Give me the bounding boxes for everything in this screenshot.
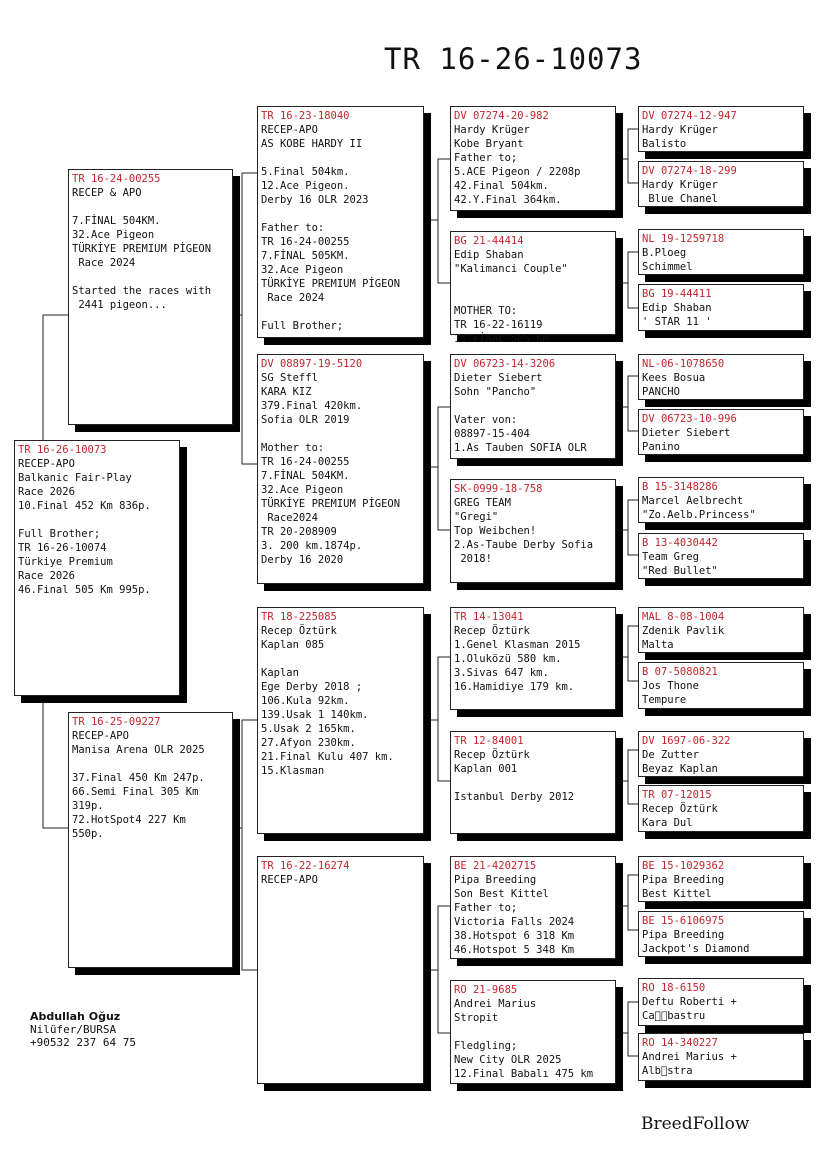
pigeon-details: SG Steffl KARA KIZ 379.Final 420km. Sofia OLR 2019 Mother to: TR 16-24-00255 7.FİNAL 504KM. 32.Ace Pigeon TÜRKİYE PREMIUM PİGEON Race2024 TR 20-208909 3. 200 km.1874p. Derby 16 2020 <box>261 372 401 566</box>
pedigree-card-dam-dam-dam <box>450 980 616 1084</box>
pigeon-details: RECEP-APO AS KOBE HARDY II 5.Final 504km. 12.Ace Pigeon. Derby 16 OLR 2023 Father to: TR 16-24-00255 7.FİNAL 505KM. 32.Ace Pigeon TÜRKİYE PREMIUM PİGEON Race 2024 Full Brother; <box>261 124 401 332</box>
pigeon-details: Recep Öztürk Kara Dul <box>642 803 718 829</box>
pedigree-card-sire-dam <box>257 354 424 584</box>
ring-number: BE 15-1029362 <box>642 860 725 872</box>
pedigree-card-subject <box>14 440 180 696</box>
ring-number: TR 07-12015 <box>642 789 712 801</box>
pigeon-details: Kees Bosua PANCHO <box>642 372 706 398</box>
ring-number: BE 21-4202715 <box>454 860 537 872</box>
ring-number: RO 18-6150 <box>642 982 706 994</box>
pedigree-card-g4-13 <box>638 856 804 902</box>
pigeon-details: Jos Thone Tempure <box>642 680 699 706</box>
pigeon-details: Edip Shaban ' STAR 11 ' <box>642 302 712 328</box>
pedigree-card-dam-sire <box>257 607 424 834</box>
pedigree-card-g4-8 <box>638 533 804 579</box>
pedigree-card-sire-dam-sire <box>450 354 616 459</box>
ring-number: SK-0999-18-758 <box>454 483 543 495</box>
pedigree-card-sire-sire-sire <box>450 106 616 211</box>
pedigree-card-dam-sire-dam <box>450 731 616 834</box>
ring-number: NL 19-1259718 <box>642 233 725 245</box>
pigeon-details: B.Ploeg Schimmel <box>642 247 693 273</box>
pigeon-details: Hardy Krüger Kobe Bryant Father to; 5.ACE Pigeon / 2208p 42.Final 504km. 42.Y.Final 364km. <box>454 124 581 206</box>
ring-number: TR 16-26-10073 <box>18 444 107 456</box>
pedigree-card-g4-5 <box>638 354 804 400</box>
ring-number: DV 07274-20-982 <box>454 110 549 122</box>
pedigree-card-sire-sire <box>257 106 424 338</box>
ring-number: B 07-5080821 <box>642 666 718 678</box>
ring-number: TR 16-23-18040 <box>261 110 350 122</box>
pedigree-card-g4-16 <box>638 1033 804 1081</box>
ring-number: MAL 8-08-1004 <box>642 611 725 623</box>
pedigree-card-g4-4 <box>638 284 804 331</box>
pigeon-details: Recep Öztürk 1.Genel Klasman 2015 1.Oluközü 580 km. 3.Sivas 647 km. 16.Hamidiye 179 km. <box>454 625 581 693</box>
breeder-city: Nilüfer/BURSA <box>30 1023 117 1036</box>
pedigree-card-g4-10 <box>638 662 804 709</box>
pedigree-card-g4-7 <box>638 477 804 523</box>
pedigree-card-g4-12 <box>638 785 804 832</box>
brand-logo-text: BreedFollow <box>641 1114 750 1134</box>
pigeon-details: Andrei Marius Stropit Fledgling; New City OLR 2025 12.Final Babalı 475 km <box>454 998 594 1080</box>
ring-number: DV 1697-06-322 <box>642 735 731 747</box>
pigeon-details: Team Greg "Red Bullet" <box>642 551 718 577</box>
pedigree-title: TR 16-26-10073 <box>384 42 643 76</box>
ring-number: TR 18-225085 <box>261 611 337 623</box>
pedigree-card-g4-11 <box>638 731 804 777</box>
pigeon-details: Dieter Siebert Panino <box>642 427 731 453</box>
ring-number: TR 14-13041 <box>454 611 524 623</box>
pedigree-card-g4-3 <box>638 229 804 275</box>
pedigree-card-g4-14 <box>638 911 804 957</box>
pedigree-card-sire-sire-dam <box>450 231 616 345</box>
pigeon-details: RECEP-APO Manisa Arena OLR 2025 37.Final 450 Km 247p. 66.Semi Final 305 Km 319p. 72.HotSpot4 227 Km 550p. <box>72 730 205 840</box>
ring-number: TR 16-24-00255 <box>72 173 161 185</box>
ring-number: BG 19-44411 <box>642 288 712 300</box>
breeder-name: Abdullah Oğuz <box>30 1010 121 1023</box>
pigeon-details: Andrei Marius + Alb stra <box>642 1051 737 1077</box>
pigeon-details: Pipa Breeding Jackpot's Diamond <box>642 929 750 955</box>
ring-number: DV 07274-12-947 <box>642 110 737 122</box>
pigeon-details: Recep Öztürk Kaplan 085 Kaplan Ege Derby 2018 ; 106.Kula 92km. 139.Usak 1 140km. 5.Usak 2 165km. 27.Afyon 230km. 21.Final Kulu 407 km. 15.Klasman <box>261 625 394 777</box>
pigeon-details: RECEP-APO Balkanic Fair-Play Race 2026 10.Final 452 Km 836p. Full Brother; TR 16-26-10074 Türkiye Premium Race 2026 46.Final 505 Km 995p. <box>18 458 151 596</box>
pigeon-details: De Zutter Beyaz Kaplan <box>642 749 718 775</box>
ring-number: DV 08897-19-5120 <box>261 358 363 370</box>
ring-number: DV 06723-10-996 <box>642 413 737 425</box>
pedigree-card-dam <box>68 712 233 968</box>
ring-number: TR 16-25-09227 <box>72 716 161 728</box>
pigeon-details: Edip Shaban "Kalimanci Couple" MOTHER TO: TR 16-22-16119 11.FİNAL 505 KM <box>454 249 568 345</box>
pigeon-details: Hardy Krüger Blue Chanel <box>642 179 718 205</box>
ring-number: RO 21-9685 <box>454 984 518 996</box>
ring-number: DV 07274-18-299 <box>642 165 737 177</box>
breeder-phone: +90532 237 64 75 <box>30 1036 136 1049</box>
ring-number: TR 16-22-16274 <box>261 860 350 872</box>
ring-number: RO 14-340227 <box>642 1037 718 1049</box>
pigeon-details: Pipa Breeding Best Kittel <box>642 874 725 900</box>
pigeon-details: Marcel Aelbrecht "Zo.Aelb.Princess" <box>642 495 756 521</box>
breeder-info <box>30 1010 136 1049</box>
pedigree-card-dam-dam-sire <box>450 856 616 959</box>
ring-number: BG 21-44414 <box>454 235 524 247</box>
pedigree-card-sire <box>68 169 233 425</box>
pigeon-details: Deftu Roberti + Ca  bastru <box>642 996 737 1022</box>
pedigree-card-g4-2 <box>638 161 804 207</box>
pigeon-details: Zdenik Pavlik Malta <box>642 625 725 651</box>
pedigree-card-sire-dam-dam <box>450 479 616 583</box>
pigeon-details: GREG TEAM "Gregi" Top Weibchen! 2.As-Taube Derby Sofia 2018! <box>454 497 594 565</box>
pigeon-details: RECEP-APO <box>261 874 318 886</box>
ring-number: NL-06-1078650 <box>642 358 725 370</box>
ring-number: TR 12-84001 <box>454 735 524 747</box>
pedigree-card-dam-sire-sire <box>450 607 616 710</box>
pedigree-card-g4-9 <box>638 607 804 653</box>
pigeon-details: Recep Öztürk Kaplan 001 Istanbul Derby 2012 <box>454 749 575 803</box>
ring-number: B 15-3148286 <box>642 481 718 493</box>
pedigree-card-g4-6 <box>638 409 804 455</box>
pedigree-card-g4-15 <box>638 978 804 1026</box>
pigeon-details: Hardy Krüger Balisto <box>642 124 718 150</box>
pedigree-card-dam-dam <box>257 856 424 1084</box>
pigeon-details: RECEP & APO 7.FİNAL 504KM. 32.Ace Pigeon TÜRKİYE PREMIUM PİGEON Race 2024 Started the races with 2441 pigeon... <box>72 187 212 311</box>
pedigree-card-g4-1 <box>638 106 804 152</box>
pigeon-details: Pipa Breeding Son Best Kittel Father to; Victoria Falls 2024 38.Hotspot 6 318 Km 46.Hotspot 5 348 Km <box>454 874 575 956</box>
ring-number: DV 06723-14-3206 <box>454 358 556 370</box>
pigeon-details: Dieter Siebert Sohn "Pancho" Vater von: 08897-15-404 1.As Tauben SOFIA OLR <box>454 372 587 454</box>
ring-number: BE 15-6106975 <box>642 915 725 927</box>
ring-number: B 13-4030442 <box>642 537 718 549</box>
